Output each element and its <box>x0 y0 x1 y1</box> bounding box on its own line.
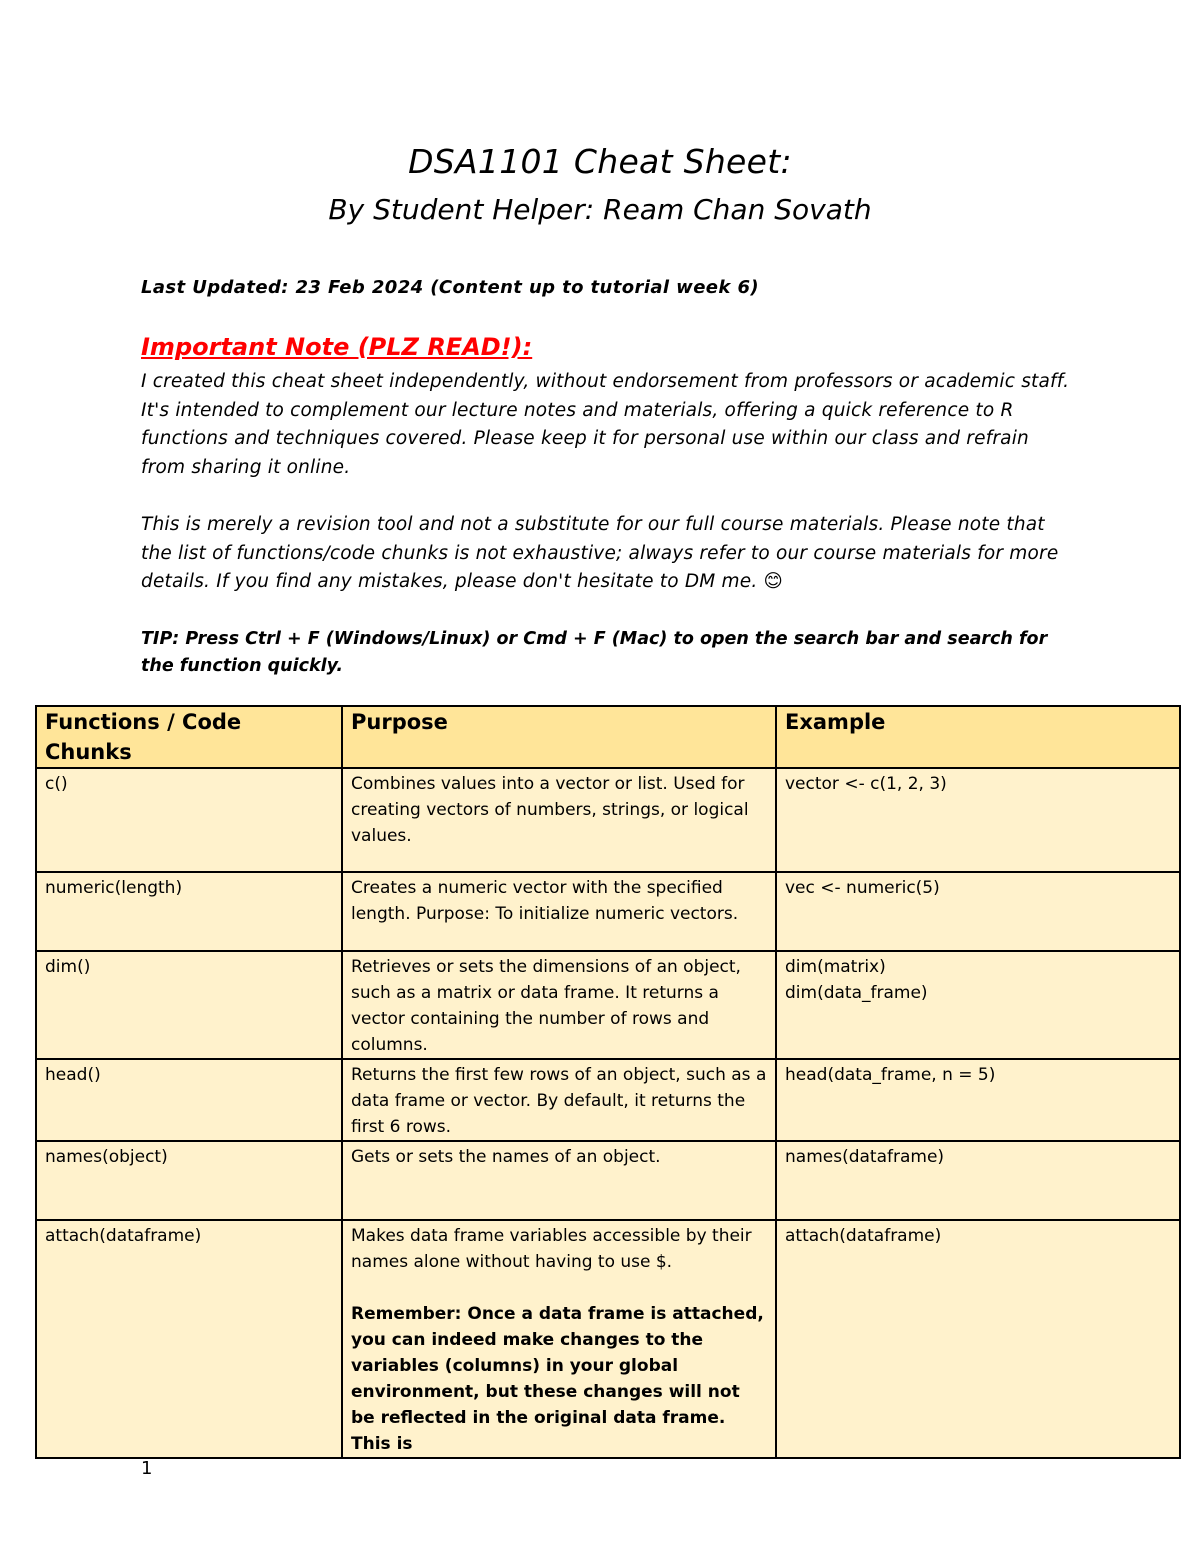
table-header-row <box>36 706 1180 768</box>
header-example: Example <box>776 706 1180 768</box>
example-cell <box>776 951 1180 1059</box>
function-cell: names(object) <box>36 1141 342 1220</box>
note-paragraph-2: This is merely a revision tool and not a substitute for our full course materials. Please note that the list of functions/code chunks is not exhaustive; always refer to our course materials for more details. If you find any mistakes, please don't hesitate to DM me. 😊 <box>141 514 1059 593</box>
table-row <box>36 1220 1180 1458</box>
purpose-cell: Returns the first few rows of an object, such as a data frame or vector. By default, it returns the first 6 rows. <box>342 1059 776 1141</box>
header-purpose: Purpose <box>342 706 776 768</box>
example-cell: vec <- numeric(5) <box>776 872 1180 951</box>
note-paragraph-1: I created this cheat sheet independently, without endorsement from professors or academic staff. It's intended to complement our lecture notes and materials, offering a quick reference to R functions and techniques covered. Please keep it for personal use within our class and refrain from sharing it online. <box>141 371 1070 478</box>
important-note-heading: Important Note (PLZ READ!): <box>141 333 533 361</box>
function-cell: dim() <box>36 951 342 1059</box>
function-cell: numeric(length) <box>36 872 342 951</box>
table-row <box>36 872 1180 951</box>
remember-note: Remember: Once a data frame is attached, you can indeed make changes to the variables (columns) in your global environment, but these changes will not be reflected in the original data frame. This is <box>351 1304 764 1454</box>
header-functions: Functions / Code Chunks <box>36 706 342 768</box>
example-cell: attach(dataframe) <box>776 1220 1180 1458</box>
example-line: dim(matrix) <box>785 957 886 977</box>
example-cell: vector <- c(1, 2, 3) <box>776 768 1180 872</box>
function-cell: attach(dataframe) <box>36 1220 342 1458</box>
table-row <box>36 768 1180 872</box>
purpose-cell: Gets or sets the names of an object. <box>342 1141 776 1220</box>
page-subtitle: By Student Helper: Ream Chan Sovath <box>328 193 872 226</box>
example-cell: head(data_frame, n = 5) <box>776 1059 1180 1141</box>
purpose-cell: Creates a numeric vector with the specified length. Purpose: To initialize numeric vectors. <box>342 872 776 951</box>
page-title: DSA1101 Cheat Sheet: <box>408 142 792 181</box>
page-number: 1 <box>141 1458 153 1479</box>
purpose-cell <box>342 1220 776 1458</box>
table-row <box>36 1141 1180 1220</box>
function-cell: c() <box>36 768 342 872</box>
example-cell: names(dataframe) <box>776 1141 1180 1220</box>
function-cell: head() <box>36 1059 342 1141</box>
search-tip: TIP: Press Ctrl + F (Windows/Linux) or Cmd + F (Mac) to open the search bar and search for the function quickly. <box>141 629 1048 676</box>
spacer <box>351 1275 767 1301</box>
purpose-cell: Retrieves or sets the dimensions of an object, such as a matrix or data frame. It returns a vector containing the number of rows and columns. <box>342 951 776 1059</box>
table-row <box>36 1059 1180 1141</box>
last-updated: Last Updated: 23 Feb 2024 (Content up to tutorial week 6) <box>141 277 760 298</box>
functions-table <box>35 705 1181 1459</box>
purpose-text: Makes data frame variables accessible by their names alone without having to use $. <box>351 1226 752 1272</box>
purpose-cell: Combines values into a vector or list. Used for creating vectors of numbers, strings, or logical values. <box>342 768 776 872</box>
example-line: dim(data_frame) <box>785 983 928 1003</box>
table-row <box>36 951 1180 1059</box>
